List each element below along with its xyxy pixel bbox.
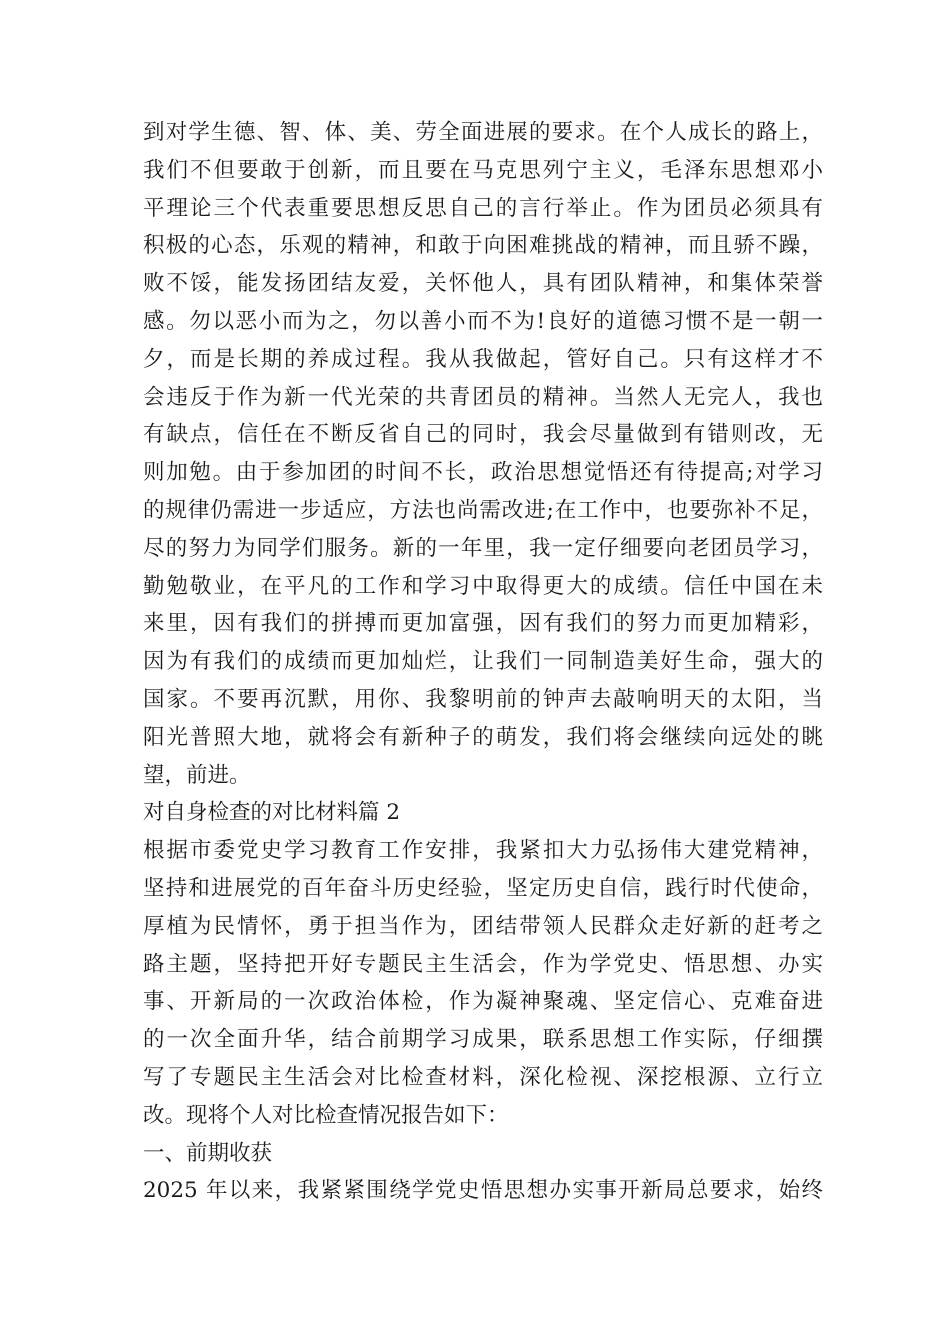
text-line: 平理论三个代表重要思想反思自己的言行举止。作为团员必须具有 <box>143 195 823 221</box>
text-line: 写了专题民主生活会对比检查材料，深化检视、深挖根源、立行立 <box>143 1064 823 1090</box>
text-line: 改。现将个人对比检查情况报告如下： <box>143 1102 509 1128</box>
text-line: 路主题，坚持把开好专题民主生活会，作为学党史、悟思想、办实 <box>143 951 823 977</box>
text-line: 来里，因有我们的拼搏而更加富强，因有我们的努力而更加精彩， <box>143 611 823 637</box>
text-line: 一、前期收获 <box>143 1140 273 1166</box>
text-line: 夕，而是长期的养成过程。我从我做起，管好自己。只有这样才不 <box>143 346 823 372</box>
text-line: 感。勿以恶小而为之，勿以善小而不为!良好的道德习惯不是一朝一 <box>143 308 823 334</box>
text-line: 根据市委党史学习教育工作安排，我紧扣大力弘扬伟大建党精神， <box>143 838 823 864</box>
document-body <box>143 114 823 1210</box>
text-line: 因为有我们的成绩而更加灿烂，让我们一同制造美好生命，强大的 <box>143 649 823 675</box>
text-line: 勤勉敬业，在平凡的工作和学习中取得更大的成绩。信任中国在未 <box>143 573 823 599</box>
text-line: 的规律仍需进一步适应，方法也尚需改进;在工作中，也要弥补不足， <box>143 497 823 523</box>
text-line: 我们不但要敢于创新，而且要在马克思列宁主义，毛泽东思想邓小 <box>143 157 823 183</box>
text-line: 望，前进。 <box>143 762 251 788</box>
text-line: 尽的努力为同学们服务。新的一年里，我一定仔细要向老团员学习， <box>143 535 823 561</box>
text-line: 则加勉。由于参加团的时间不长，政治思想觉悟还有待提高;对学习 <box>143 460 823 486</box>
text-line: 事、开新局的一次政治体检，作为凝神聚魂、坚定信心、克难奋进 <box>143 989 823 1015</box>
text-line: 国家。不要再沉默，用你、我黎明前的钟声去敲响明天的太阳，当 <box>143 686 823 712</box>
text-line: 到对学生德、智、体、美、劳全面进展的要求。在个人成长的路上， <box>143 120 823 145</box>
text-line: 对自身检查的对比材料篇 2 <box>143 800 401 826</box>
text-line: 坚持和进展党的百年奋斗历史经验，坚定历史自信，践行时代使命， <box>143 875 823 901</box>
text-line: 厚植为民情怀，勇于担当作为，团结带领人民群众走好新的赶考之 <box>143 913 823 939</box>
text-line: 有缺点，信任在不断反省自己的同时，我会尽量做到有错则改，无 <box>143 422 823 448</box>
text-line: 会违反于作为新一代光荣的共青团员的精神。当然人无完人，我也 <box>143 384 823 410</box>
text-line: 败不馁，能发扬团结友爱，关怀他人，具有团队精神，和集体荣誉 <box>143 271 823 297</box>
text-line: 2025 年以来，我紧紧围绕学党史悟思想办实事开新局总要求，始终 <box>143 1178 823 1204</box>
text-line: 积极的心态，乐观的精神，和敢于向困难挑战的精神，而且骄不躁， <box>143 233 823 259</box>
text-line: 的一次全面升华，结合前期学习成果，联系思想工作实际，仔细撰 <box>143 1027 823 1053</box>
text-line: 阳光普照大地，就将会有新种子的萌发，我们将会继续向远处的眺 <box>143 724 823 750</box>
